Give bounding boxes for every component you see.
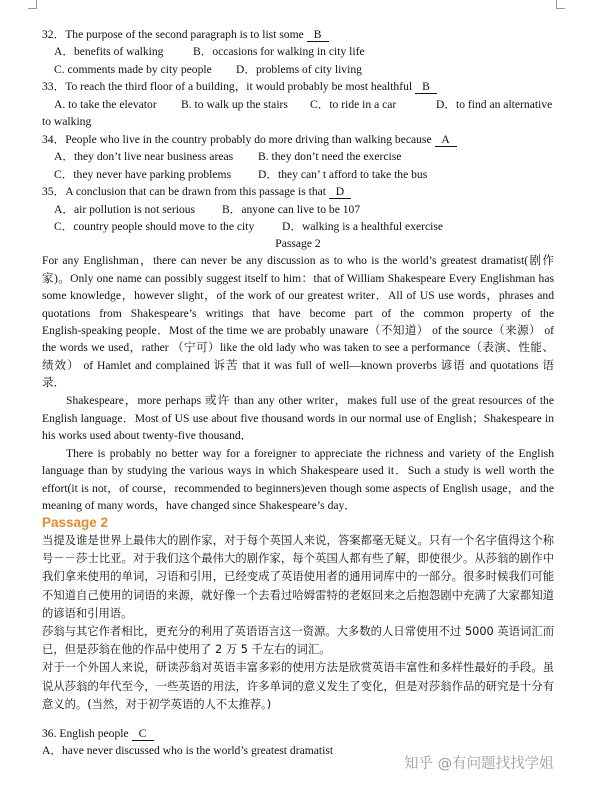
q36-answer: C bbox=[132, 728, 154, 741]
q35-option-c: C．country people should move to the city bbox=[54, 220, 255, 233]
para2-line: English language．Most of US use about five thousand words in our normal use of English；Shakespeare in bbox=[42, 412, 554, 425]
q33-option-a: A. to take the elevator bbox=[54, 98, 157, 111]
q35-option-b: B．anyone can live to be 107 bbox=[222, 203, 361, 216]
q35-stem: 35．A conclusion that can be drawn from this passage is that D bbox=[42, 183, 554, 200]
para1-line: 录． bbox=[42, 376, 66, 389]
q36-stem: 36. English people C bbox=[42, 725, 554, 742]
q32-option-c: C. comments made by city people bbox=[54, 63, 212, 76]
q34-stem: 34．People who live in the country probably do more driving than walking because A bbox=[42, 131, 554, 148]
q34-option-c: C．they never have parking problems bbox=[54, 168, 232, 181]
translation-paragraph: 莎翁与其它作者相比，更充分的利用了英语语言这一资源。大多数的人日常使用不过 5000 英语词汇而已，但是莎翁在他的作品中使用了 2 万 5 千左右的词汇。 bbox=[42, 625, 554, 657]
q35-option-d: D．walking is a healthful exercise bbox=[282, 220, 443, 233]
para1-line: some knowledge，however slight，of the work of our greatest writer．All of US use words，phrases and bbox=[42, 289, 554, 302]
q33-option-c: C．to ride in a car bbox=[310, 98, 397, 111]
para3-line: There is probably no better way for a foreigner to appreciate the richness and variety of the English bbox=[66, 447, 554, 460]
q34-option-b: B. they don’t need the exercise bbox=[258, 150, 402, 163]
translation-paragraph: 当提及谁是世界上最伟大的剧作家，对于每个英国人来说，答案都毫无疑义。只有一个名字值得这个称号－－莎士比亚。对于我们这个最伟大的剧作家，每个英国人都有些了解，即使很少。从莎翁的剧作中我们拿来使用的单词，习语和引用，已经变成了英语使用者的通用词库中的一部分。很多时候我们可能不知道自己使用的词语的来源，就好像一个去看过哈姆雷特的老妪回来之后抱怨剧中充满了大家都知道的谚语和引用语。 bbox=[42, 534, 554, 620]
q33-option-d: D．to find an alternative bbox=[436, 98, 553, 111]
q33-option-wrap: to walking bbox=[42, 115, 92, 128]
translation-paragraph: 对于一个外国人来说，研读莎翁对英语丰富多彩的使用方法是欣赏英语丰富性和多样性最好的手段。虽说从莎翁的年代至今，一些英语的用法，许多单词的意义发生了变化，但是对莎翁作品的研究是十分有意义的。(当然，对于初学英语的人不太推荐。) bbox=[42, 661, 554, 711]
q35-option-a: A．air pollution is not serious bbox=[54, 203, 196, 216]
q34-answer: A bbox=[435, 134, 457, 147]
q32-option-b: B．occasions for walking in city life bbox=[193, 45, 365, 58]
para2-line: Shakespeare，more perhaps 或许 than any other writer，makes full use of the great resources of the bbox=[66, 394, 554, 407]
q35-answer: D bbox=[329, 186, 351, 199]
q33-answer: B bbox=[415, 81, 437, 94]
q32-stem: 32．The purpose of the second paragraph is to list some B bbox=[42, 26, 554, 43]
q32-answer: B bbox=[307, 29, 329, 42]
page-corner-mark-left bbox=[28, 0, 37, 9]
para1-line: For any Englishman，there can never be any discussion as to who is the world’s greatest dramatist(剧作 bbox=[42, 254, 554, 267]
para1-line: English-speaking people．Most of the time we are probably unaware（不知道） of the source（来源） of bbox=[42, 324, 554, 337]
passage-title: Passage 2 bbox=[275, 237, 321, 250]
para1-line: 绩效） of Hamlet and complained 诉苦 that it was full of well—known proverbs 谚语 and quotations 语 bbox=[42, 359, 554, 372]
q33-stem: 33．To reach the third floor of a building，it would probably be most healthful B bbox=[42, 78, 554, 95]
q34-option-a: A．they don’t live near business areas bbox=[54, 150, 234, 163]
q36-option-a: A．have never discussed who is the world’s greatest dramatist bbox=[42, 744, 334, 757]
q34-option-d: D．they can’ t afford to take the bus bbox=[258, 168, 428, 181]
para3-line: effort(it is not，of course，recommended to beginners)even though some aspects of English usage，and the bbox=[42, 482, 554, 495]
para1-line: the words we used，rather （宁可）like the old lady who was taken to see a performance（表演、性能、 bbox=[42, 341, 554, 354]
para2-line: his works used about twenty-five thousand． bbox=[42, 429, 253, 442]
page-corner-mark-right bbox=[556, 0, 565, 9]
para3-line: meaning of many words，have changed since Shakespeare’s day． bbox=[42, 499, 356, 512]
zhihu-watermark: 知乎 @有问题找找学姐 bbox=[404, 756, 554, 772]
q33-option-b: B. to walk up the stairs bbox=[181, 98, 288, 111]
para3-line: language than by studying the various ways in which Shakespeare used it．Such a study is well worth the bbox=[42, 464, 554, 477]
para1-line: 家)。Only one name can possibly suggest itself to him：that of William Shakespeare Every Englishman has bbox=[42, 272, 554, 285]
q32-option-a: A．benefits of walking bbox=[54, 45, 164, 58]
translation-heading: Passage 2 bbox=[42, 515, 109, 530]
para1-line: quotations from Shakespeare’s writings that have become part of the common property of the bbox=[42, 307, 554, 320]
q32-option-d: D．problems of city living bbox=[236, 63, 362, 76]
translation-block bbox=[42, 532, 554, 714]
